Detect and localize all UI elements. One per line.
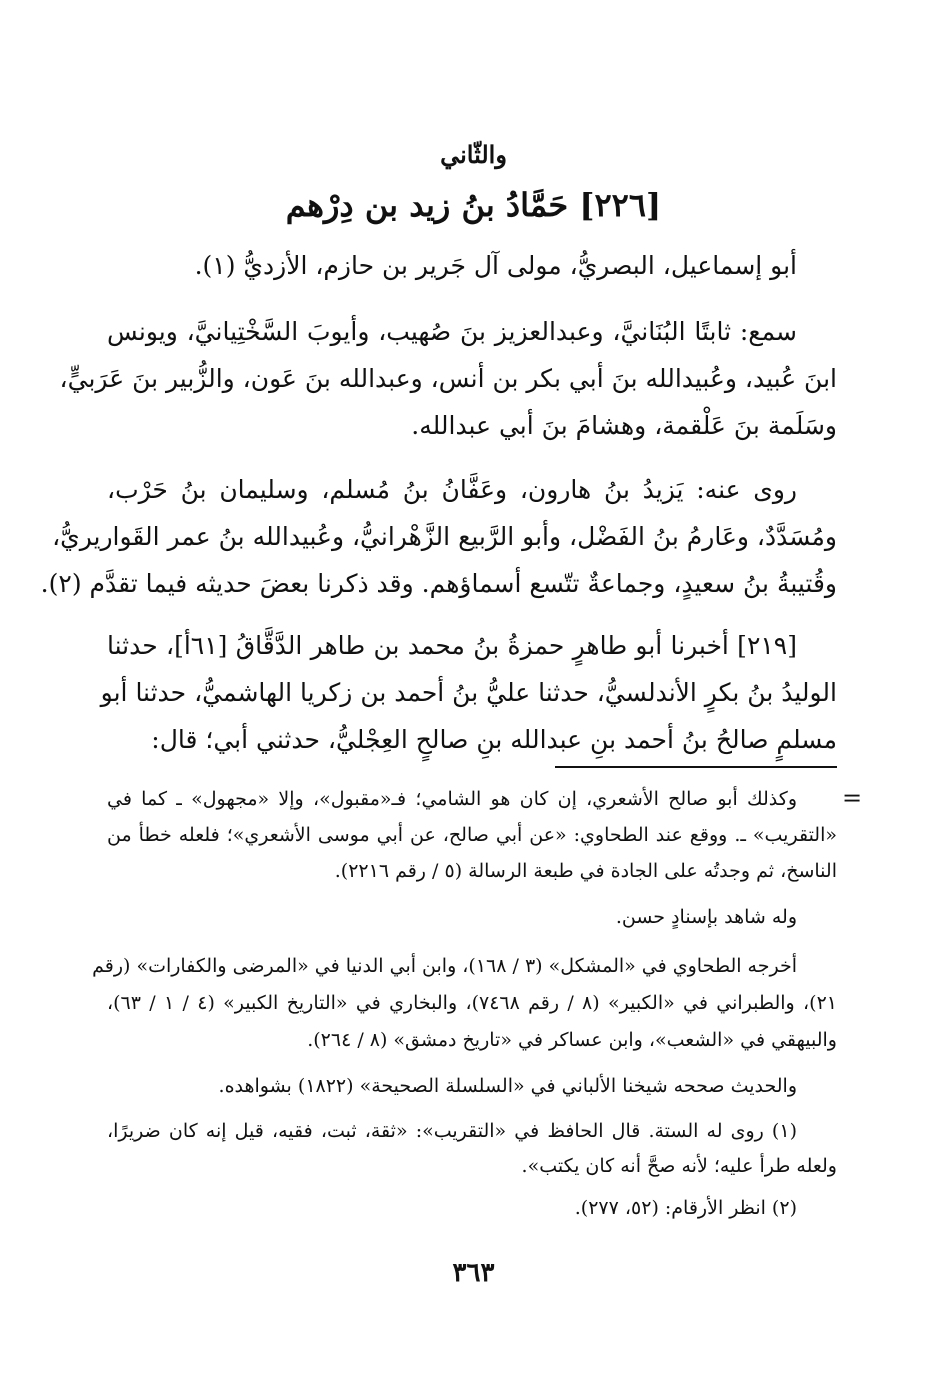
footnote-line: «التقريب» ـ. ووقع عند الطحاوي: «عن أبي صالح، عن أبي موسى الأشعري»؛ فلعله خطأ من bbox=[107, 824, 837, 846]
heard-from-line: ابنَ عُبيد، وعُبيدالله بنَ أبي بكر بن أنس، وعبدالله بنَ عَون، والزُّبير بنَ عَرَبيٍّ، bbox=[59, 364, 837, 393]
heard-from-line: سمع: ثابتًا البُنَانيَّ، وعبدالعزيز بنَ صُهيب، وأيوبَ السَّخْتِيانيَّ، ويونس bbox=[107, 317, 797, 346]
footnote-line: وله شاهد بإسنادٍ حسن. bbox=[615, 906, 797, 928]
heard-from-line: وسَلَمة بنَ عَلْقمة، وهشامَ بنَ أبي عبدالله. bbox=[411, 411, 837, 440]
narrated-by-line: ومُسَدَّدٌ، وعَارمُ بنُ الفَضْل، وأبو الرَّبيع الزَّهْرانيُّ، وعُبيدالله بنُ عمر القَواريريُّ، bbox=[52, 522, 837, 551]
page-number: ٣٦٣ bbox=[452, 1258, 495, 1288]
hadith-line: الوليدُ بنُ بكرٍ الأندلسيُّ، حدثنا عليُّ بنُ أحمد بن زكريا الهاشميُّ، حدثنا أبو bbox=[100, 678, 837, 707]
footnote-line: أخرجه الطحاوي في «المشكل» (٣ / ١٦٨)، وابن أبي الدنيا في «المرضى والكفارات» (رقم bbox=[92, 955, 797, 977]
footnote-separator bbox=[555, 766, 837, 768]
footnote-1: (١) روى له الستة. قال الحافظ في «التقريب»: «ثقة، ثبت، فقيه، قيل إنه كان ضريرًا، bbox=[107, 1120, 797, 1142]
section-heading: والثّاني bbox=[440, 140, 507, 169]
footnote-line: وكذلك أبو صالح الأشعري، إن كان هو الشامي؛ فـ«مقبول»، وإلا «مجهول» ـ كما في bbox=[107, 788, 797, 810]
hadith-line: مسلمٍ صالحُ بنُ أحمد بنِ عبدالله بنِ صالحٍ العِجْليُّ، حدثني أبي؛ قال: bbox=[151, 725, 837, 754]
footnote-2: (٢) انظر الأرقام: (٥٢، ٢٧٧). bbox=[574, 1197, 797, 1219]
hadith-line: [٢١٩] أخبرنا أبو طاهرٍ حمزةُ بنُ محمد بن طاهر الدَّقَّاقُ [٦١أ]، حدثنا bbox=[107, 631, 797, 660]
footnote-line: ٢١)، والطبراني في «الكبير» (٨ / رقم ٧٤٦٨)، والبخاري في «التاريخ الكبير» (٤ / ١ / ٦٣)، bbox=[107, 992, 837, 1014]
footnote-line: والحديث صححه شيخنا الألباني في «السلسلة الصحيحة» (١٨٢٢) بشواهده. bbox=[218, 1075, 797, 1097]
footnote-1: ولعله طرأ عليه؛ لأنه صحَّ أنه كان يكتب». bbox=[521, 1155, 837, 1177]
narrated-by-line: روى عنه: يَزيدُ بنُ هارون، وعَفَّانُ بنُ مُسلم، وسليمان بنُ حَرْب، bbox=[107, 475, 797, 504]
continuation-mark: = bbox=[842, 784, 863, 812]
narrated-by-line: وقُتيبةُ بنُ سعيدٍ، وجماعةٌ تتّسع أسماؤهم. وقد ذكرنا بعضَ حديثه فيما تقدَّم (٢). bbox=[40, 569, 837, 598]
entry-title: [٢٢٦] حَمَّادُ بنُ زيد بن دِرْهم bbox=[285, 186, 662, 224]
footnote-line: والبيهقي في «الشعب»، وابن عساكر في «تاريخ دمشق» (٨ / ٢٦٤). bbox=[307, 1029, 837, 1051]
lineage-line: أبو إسماعيل، البصريُّ، مولى آل جَرير بن حازم، الأزديُّ (١). bbox=[194, 251, 797, 280]
footnote-line: الناسخ، ثم وجدتُه على الجادة في طبعة الرسالة (٥ / رقم ٢٢١٦). bbox=[334, 860, 837, 882]
